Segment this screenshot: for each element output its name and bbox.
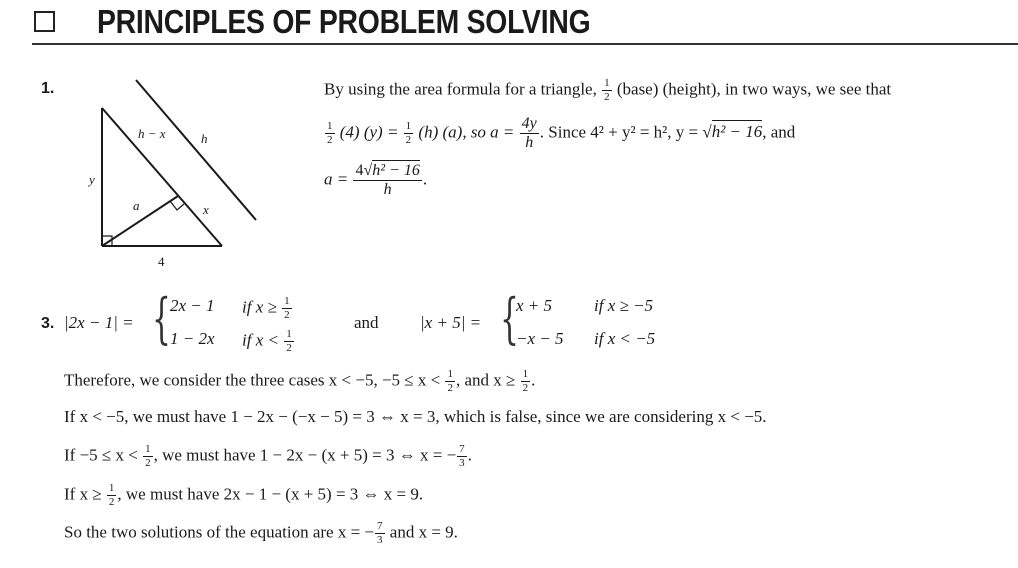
p1-line3-a: a = [324, 169, 349, 189]
p1-line-3 [324, 163, 427, 198]
label-x: x [203, 202, 209, 217]
frac-half: $\frac{1}{2}$ [108, 482, 115, 508]
p1-line1-text: By using the area formula for a triangle, [324, 79, 597, 99]
and-text: and [354, 313, 379, 332]
frac-seven-thirds: $\frac{7}{3}$ [459, 443, 465, 469]
frac-half: $\frac{1}{2}$ [284, 295, 290, 321]
case4-cond: if x < −5 [594, 329, 656, 348]
frac-half: $\frac{1}{2}$ [145, 443, 151, 469]
label-h-minus-x: h − x [138, 126, 166, 141]
case4-expr: −x − 5 [516, 329, 564, 348]
frac-half: $\frac{1}{2}$ [405, 120, 412, 146]
sqrt-symbol: √ [702, 122, 712, 142]
frac-half: $\frac{1}{2}$ [522, 368, 529, 394]
case3-cond: if x ≥ −5 [594, 296, 654, 315]
p1-line2-d: , and [762, 122, 796, 142]
checkbox-icon [34, 11, 55, 32]
problem-3-number: 3. [41, 315, 55, 332]
parallel-h-line [136, 80, 256, 220]
p1-line2-b: (h) (a), so a = [418, 122, 515, 142]
p1-line2-a: (4) (y) = [339, 122, 399, 142]
p1-line2-c: . Since 4² + y² = h², y = [539, 122, 699, 142]
triangle-figure [80, 70, 270, 270]
frac-a: $\frac{\text{4√h² − 16}}{h}$ [355, 162, 420, 198]
label-y: y [89, 172, 95, 187]
frac-half: $\frac{1}{2}$ [286, 328, 292, 354]
case3-expr: x + 5 [516, 296, 553, 315]
p1-line-2 [324, 116, 795, 151]
frac-seven-thirds: $\frac{7}{3}$ [377, 520, 383, 546]
case1-cond: if x ≥ $\frac{1}{2}$ [242, 295, 290, 321]
case1-expr: 2x − 1 [170, 296, 215, 315]
header-rule [32, 43, 1018, 45]
triangle-altitude [102, 196, 178, 246]
therefore-line: Therefore, we consider the three cases x < −5, −5 ≤ x < $\frac{1}{2}$ , and x ≥ $\frac{1}{2}$ . [64, 368, 536, 394]
frac-half: $\frac{1}{2}$ [327, 120, 333, 146]
frac-4y-over-h: $\frac{4y}{h}$ [521, 115, 537, 151]
label-a: a [133, 198, 140, 213]
sqrt-h2-16: h² − 16 [711, 122, 763, 142]
brace-icon: { [500, 287, 519, 350]
p1-line1-mid: (base) (height), in two ways, we see that [616, 79, 892, 99]
p1-line3-end: . [422, 169, 428, 189]
solutions-line: So the two solutions of the equation are x = − $\frac{7}{3}$ and x = 9. [64, 520, 458, 546]
case2-expr: 1 − 2x [170, 329, 215, 348]
frac-half: $\frac{1}{2}$ [447, 368, 453, 394]
label-4: 4 [158, 254, 165, 269]
case2-cond: if x < $\frac{1}{2}$ [242, 328, 292, 354]
page-title: PRINCIPLES OF PROBLEM SOLVING [97, 3, 591, 40]
right-angle-marker-altitude [170, 201, 184, 210]
frac-half: $\frac{1}{2}$ [604, 77, 610, 103]
abs-2x-1-lhs: |2x − 1| = [64, 313, 134, 332]
brace-icon: { [152, 287, 171, 350]
abs-x-plus-5-lhs: |x + 5| = [420, 313, 482, 332]
p1-line-1 [324, 78, 891, 103]
case-line-3: If x ≥ $\frac{1}{2}$ , we must have 2x − 1 − (x + 5) = 3 ⇔ x = 9. [64, 482, 424, 508]
case-line-2: If −5 ≤ x < $\frac{1}{2}$ , we must have 1 − 2x − (x + 5) = 3 ⇔ x = − $\frac{7}{3}$ . [64, 443, 472, 469]
case-line-1: If x < −5, we must have 1 − 2x − (−x − 5) = 3 ⇔ x = 3, which is false, since we are considering x < −5. [64, 407, 767, 426]
label-h: h [201, 131, 208, 146]
problem-1-number: 1. [41, 80, 55, 97]
